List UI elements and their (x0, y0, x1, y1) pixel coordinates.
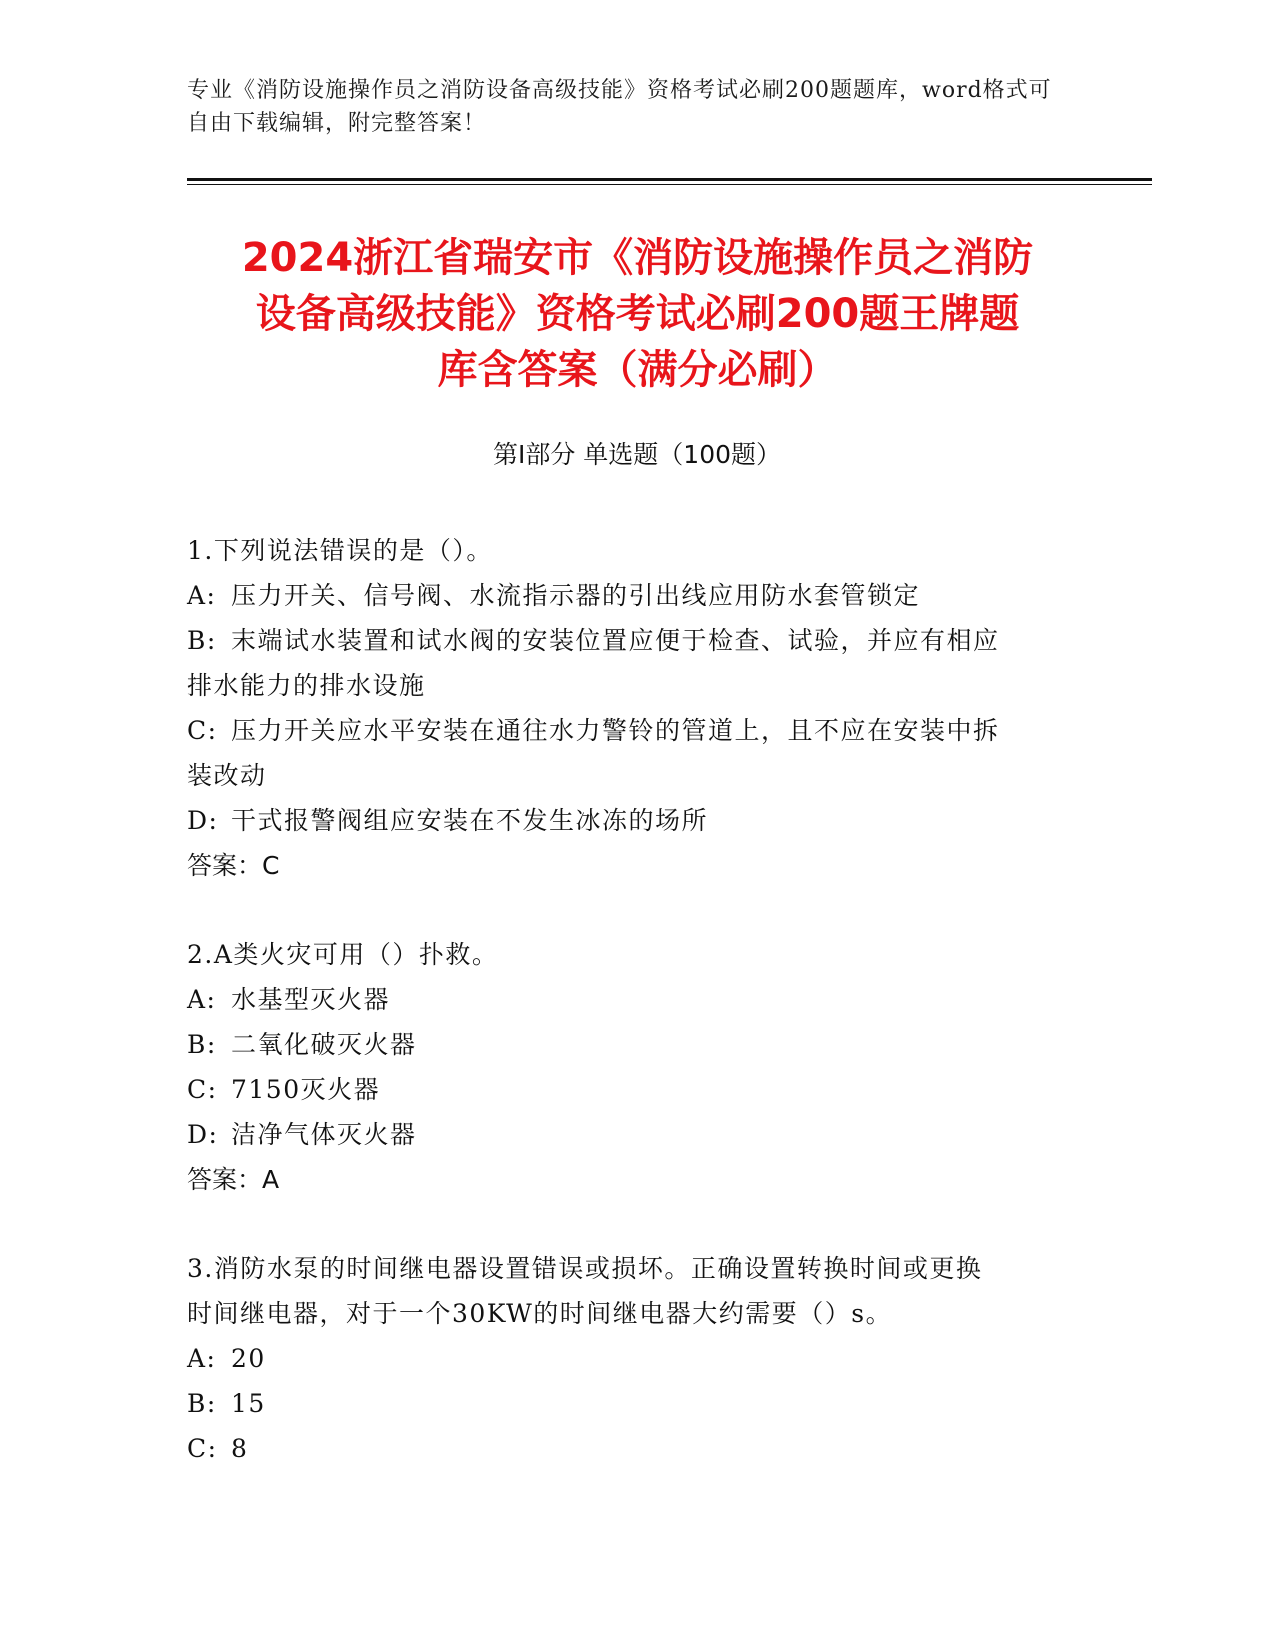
option-line (187, 573, 1067, 618)
option-line (187, 753, 1067, 798)
option-text: 15 (231, 1389, 266, 1418)
option-letter: D: (187, 1120, 219, 1149)
option-letter: A: (187, 1344, 217, 1373)
header-rule-thick (187, 178, 1152, 181)
question-stem-line: 2.A类火灾可用（）扑救。 (187, 940, 499, 969)
question-3 (187, 1246, 1067, 1471)
option-line (187, 1336, 1067, 1381)
option-line (187, 1426, 1067, 1471)
option-letter: A: (187, 985, 217, 1014)
option-line (187, 1022, 1067, 1067)
option-letter: B: (187, 626, 217, 655)
option-text: 压力开关应水平安装在通往水力警铃的管道上，且不应在安装中拆 (231, 716, 1000, 745)
option-line (187, 977, 1067, 1022)
question-2 (187, 932, 1067, 1202)
document-title-line-3: 库含答案（满分必刷） (437, 347, 838, 393)
answer-line: 答案：A (187, 1165, 280, 1194)
option-text: 二氧化破灭火器 (231, 1030, 417, 1059)
option-text: 末端试水装置和试水阀的安装位置应便于检查、试验，并应有相应 (231, 626, 1000, 655)
question-1 (187, 528, 1067, 888)
document-title-line-1: 2024浙江省瑞安市《消防设施操作员之消防 (241, 235, 1034, 281)
question-list (187, 528, 1067, 1515)
option-text: 压力开关、信号阀、水流指示器的引出线应用防水套管锁定 (231, 581, 921, 610)
question-stem-line: 3.消防水泵的时间继电器设置错误或损坏。正确设置转换时间或更换 (187, 1254, 983, 1283)
option-text: 排水能力的排水设施 (187, 671, 426, 700)
option-line (187, 798, 1067, 843)
option-line (187, 708, 1067, 753)
section-title: 第Ⅰ部分 单选题（100题） (492, 440, 782, 469)
answer-line: 答案：C (187, 851, 280, 880)
option-line (187, 1112, 1067, 1157)
option-letter: B: (187, 1030, 217, 1059)
question-stem-line: 1.下列说法错误的是（）。 (187, 536, 493, 565)
option-line (187, 1067, 1067, 1112)
option-letter: C: (187, 1075, 218, 1104)
option-letter: D: (187, 806, 219, 835)
option-letter: A: (187, 581, 217, 610)
option-letter: B: (187, 1389, 217, 1418)
document-title (160, 230, 1115, 398)
document-title-line-2: 设备高级技能》资格考试必刷200题王牌题 (255, 291, 1020, 337)
header-rule-thin (187, 184, 1152, 185)
option-text: 装改动 (187, 761, 267, 790)
option-line (187, 663, 1067, 708)
option-letter: C: (187, 1434, 218, 1463)
option-text: 8 (231, 1434, 249, 1463)
option-letter: C: (187, 716, 218, 745)
option-line (187, 1381, 1067, 1426)
question-stem-line: 时间继电器，对于一个30KW的时间继电器大约需要（）s。 (187, 1299, 893, 1328)
header-note: 专业《消防设施操作员之消防设备高级技能》资格考试必刷200题题库，word格式可自由下载编辑，附完整答案！ (187, 78, 1052, 136)
option-line (187, 618, 1067, 663)
option-text: 水基型灭火器 (231, 985, 391, 1014)
option-text: 洁净气体灭火器 (231, 1120, 417, 1149)
option-text: 干式报警阀组应安装在不发生冰冻的场所 (231, 806, 709, 835)
option-text: 20 (231, 1344, 266, 1373)
option-text: 7150灭火器 (231, 1075, 381, 1104)
